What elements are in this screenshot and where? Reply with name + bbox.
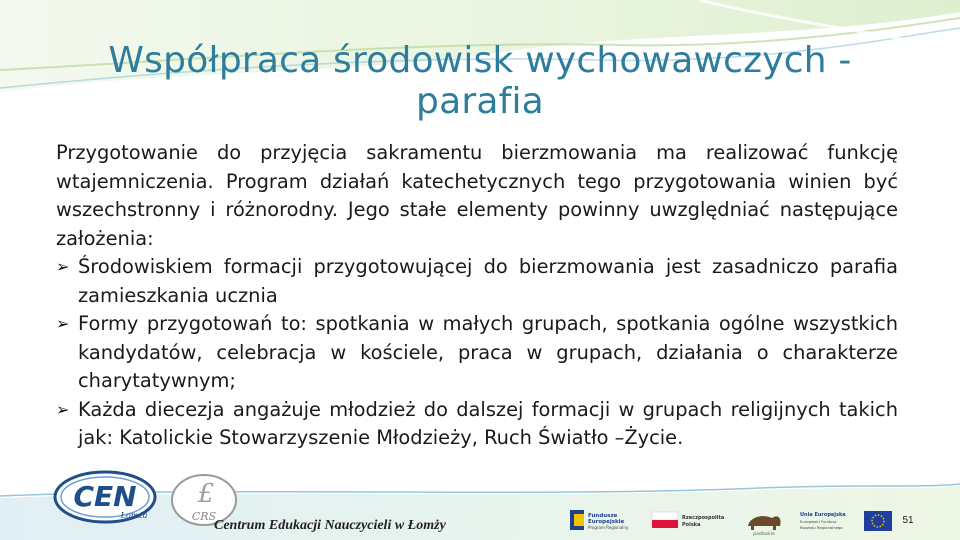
- fundusze-europejskie-logo: [570, 510, 629, 530]
- svg-text:podlaskie: podlaskie: [753, 532, 775, 536]
- svg-text:Program Regionalny: Program Regionalny: [588, 525, 629, 530]
- page-number: 51: [902, 515, 914, 526]
- svg-text:£: £: [197, 479, 215, 509]
- slide-body: [56, 139, 898, 453]
- svg-text:Unia Europejska: Unia Europejska: [800, 512, 846, 518]
- svg-text:Rozwoju Regionalnego: Rozwoju Regionalnego: [800, 525, 843, 530]
- arrow-right-icon: ➢: [56, 314, 70, 333]
- org-name: Centrum Edukacji Nauczycieli w Łomży: [214, 518, 446, 533]
- svg-text:Polska: Polska: [682, 522, 701, 528]
- cen-logo-sub: Łomża: [120, 511, 148, 520]
- crs-logo-text: CRS: [191, 510, 217, 523]
- bullet-item: [56, 396, 898, 453]
- podlaskie-logo: [748, 516, 781, 536]
- bullet-item: [56, 253, 898, 310]
- bullet-text: Środowiskiem formacji przygotowującej do bierzmowania jest zasadniczo parafia zamieszkania ucznia: [78, 255, 898, 307]
- svg-text:Europejski Fundusz: Europejski Fundusz: [800, 519, 837, 524]
- svg-text:Fundusze: Fundusze: [588, 513, 618, 519]
- eu-funding-logos: [568, 506, 894, 536]
- bullet-text: Każda diecezja angażuje młodzież do dalszej formacji w grupach religijnych takich jak: Katolickie Stowarzyszenie Młodzieży, Ruch Światło –Życie.: [78, 397, 898, 449]
- bullet-item: [56, 310, 898, 396]
- unia-europejska-logo: [800, 511, 892, 531]
- intro-paragraph: Przygotowanie do przyjęcia sakramentu bierzmowania ma realizować funkcję wtajemniczenia. Program działań katechetycznych tego przygotowania winien być wszechstronny i różnorodny. Jego stałe elementy powinny uwzględniać następujące założenia:: [56, 141, 898, 250]
- rzeczpospolita-polska-logo: [652, 512, 724, 528]
- cen-logo-text: CEN: [73, 480, 137, 513]
- arrow-right-icon: ➢: [56, 257, 70, 276]
- slide-title: Współpraca środowisk wychowawczych - parafia: [108, 40, 852, 123]
- svg-text:Rzeczpospolita: Rzeczpospolita: [682, 515, 725, 521]
- cen-logo: [52, 468, 162, 528]
- bullet-text: Formy przygotowań to: spotkania w małych grupach, spotkania ogólne wszystkich kandydatów, celebracja w kościele, praca w grupach, działania o charakterze charytatywnym;: [78, 312, 898, 392]
- arrow-right-icon: ➢: [56, 399, 70, 419]
- svg-text:Europejskie: Europejskie: [588, 519, 625, 525]
